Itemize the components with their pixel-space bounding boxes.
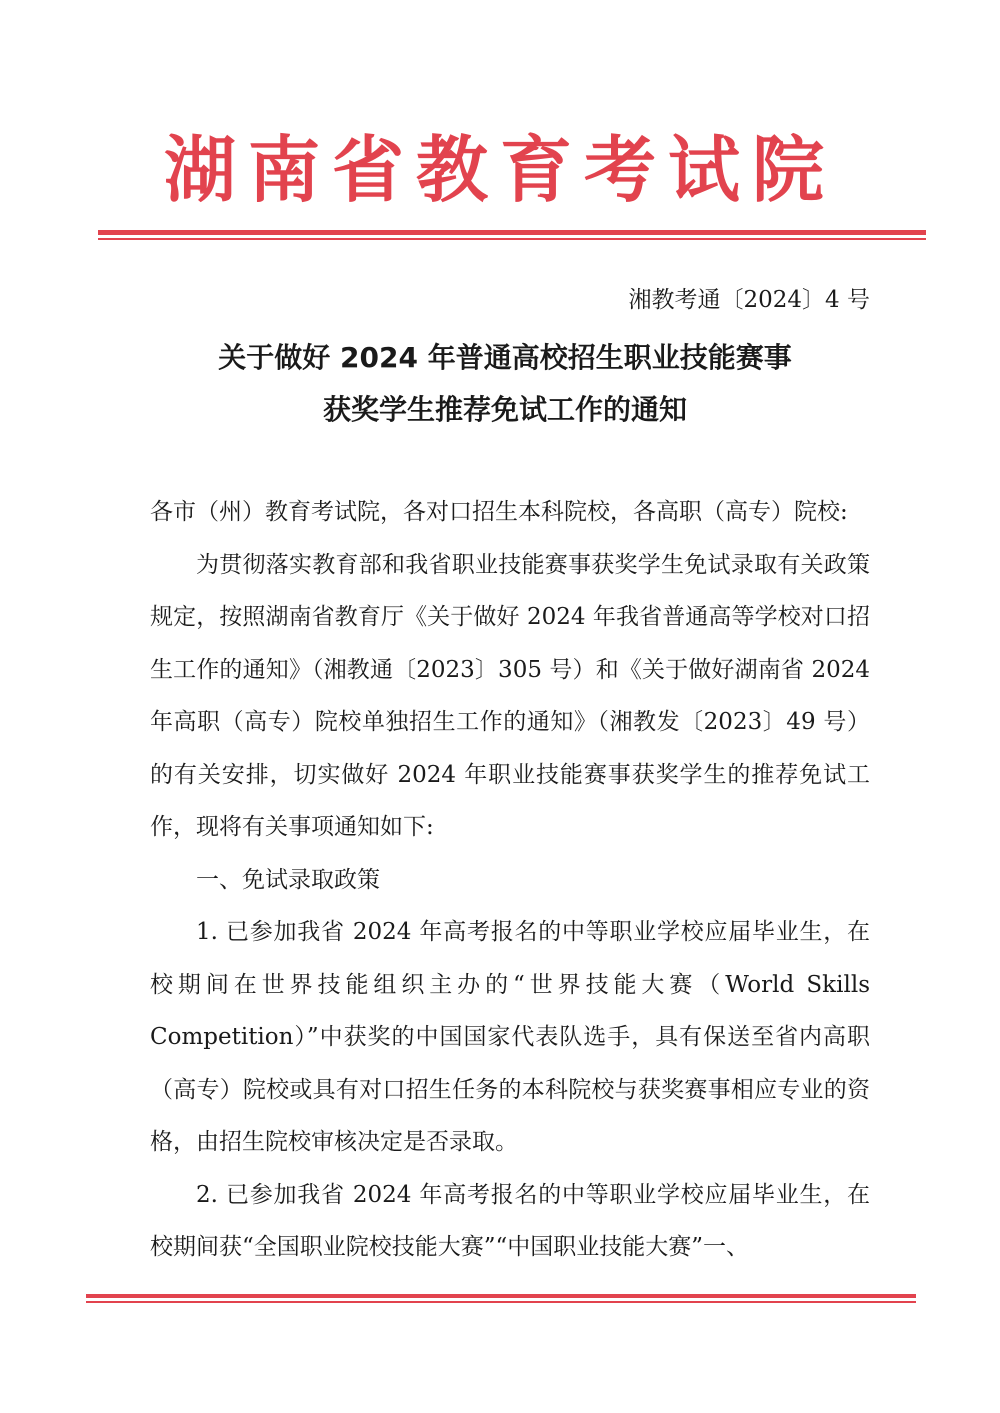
footer-red-rule-thin bbox=[86, 1301, 916, 1303]
salutation: 各市（州）教育考试院，各对口招生本科院校，各高职（高专）院校: bbox=[150, 499, 848, 525]
document-title bbox=[140, 332, 870, 436]
masthead-title: 湖南省教育考试院 bbox=[163, 128, 836, 212]
document-body bbox=[150, 486, 870, 1274]
header-red-rule-thick bbox=[98, 230, 926, 235]
footer-red-rule-thick bbox=[86, 1294, 916, 1298]
section-heading: 一、免试录取政策 bbox=[196, 866, 380, 893]
document-number: 湘教考通〔2024〕4 号 bbox=[628, 287, 870, 313]
policy-item-2: 2. 已参加我省 2024 年高考报名的中等职业学校应届毕业生，在校期间获“全国职业院校技能大赛”“中国职业技能大赛”一、 bbox=[150, 1181, 870, 1260]
intro-paragraph: 为贯彻落实教育部和我省职业技能赛事获奖学生免试录取有关政策规定，按照湖南省教育厅《关于做好 2024 年我省普通高等学校对口招生工作的通知》（湘教通〔2023〕305 号）和《关于做好湖南省 2024 年高职（高专）院校单独招生工作的通知》（湘教发〔2023〕49 号）的有关安排，切实做好 2024 年职业技能赛事获奖学生的推荐免试工作，现将有关事项通知如下: bbox=[150, 551, 870, 840]
title-line-1: 关于做好 2024 年普通高校招生职业技能赛事 bbox=[218, 341, 792, 374]
header-red-rule-thin bbox=[98, 238, 926, 240]
title-line-2: 获奖学生推荐免试工作的通知 bbox=[322, 393, 687, 426]
policy-item-1: 1. 已参加我省 2024 年高考报名的中等职业学校应届毕业生，在校期间在世界技能组织主办的“世界技能大赛（World Skills Competition）”中获奖的中国国家代表队选手，具有保送至省内高职（高专）院校或具有对口招生任务的本科院校与获奖赛事相应专业的资格，由招生院校审核决定是否录取。 bbox=[150, 919, 870, 1155]
